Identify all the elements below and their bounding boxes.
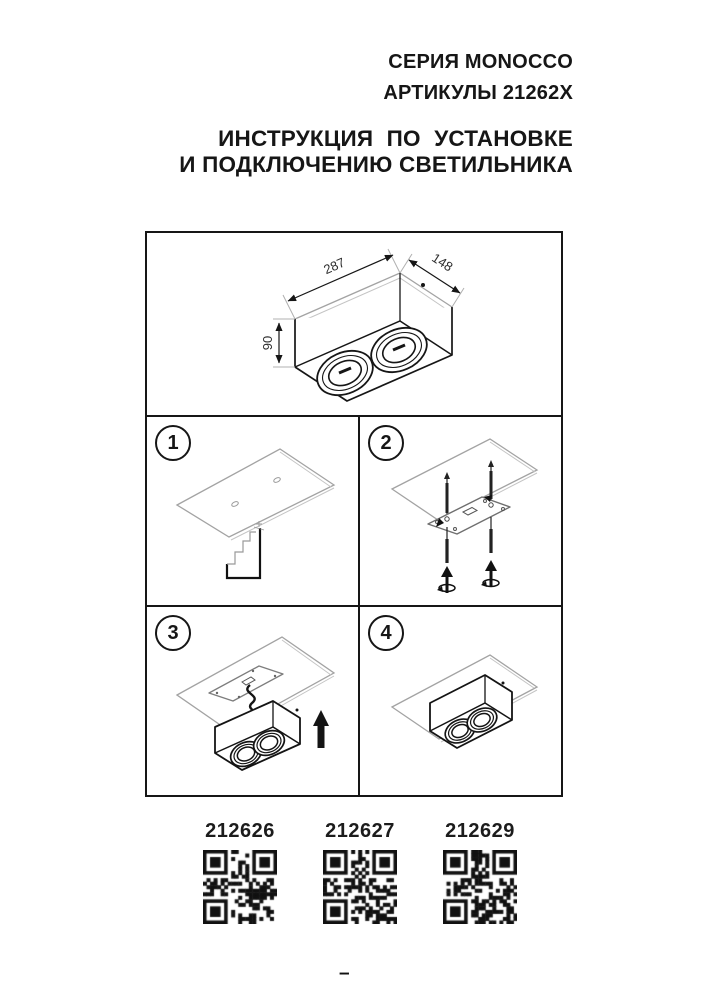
dimension-height-label: 90 xyxy=(260,335,275,351)
instruction-title-line2: И ПОДКЛЮЧЕНИЮ СВЕТИЛЬНИКА xyxy=(179,152,573,177)
dimension-width-label: 148 xyxy=(429,250,456,275)
instruction-panel xyxy=(145,231,563,797)
step-2-panel xyxy=(360,417,561,607)
qr-row xyxy=(180,820,540,929)
step-1-badge xyxy=(155,425,191,461)
up-arrow-icon xyxy=(485,560,497,571)
qr-item xyxy=(300,820,420,929)
step-1-number: 1 xyxy=(167,431,179,454)
step-4-badge xyxy=(368,615,404,651)
series-title: СЕРИЯ MONOCCO xyxy=(388,51,573,73)
qr-label: 212627 xyxy=(325,820,395,842)
dimension-length-label: 287 xyxy=(321,254,348,278)
header-block xyxy=(383,47,573,109)
dimension-height xyxy=(260,319,295,367)
steps-grid xyxy=(147,417,561,795)
step-4-panel xyxy=(360,607,561,795)
instruction-title xyxy=(179,126,573,178)
step-2-badge xyxy=(368,425,404,461)
product-dimension-diagram xyxy=(147,233,561,417)
instruction-title-line1: ИНСТРУКЦИЯ ПО УСТАНОВКЕ xyxy=(218,126,573,151)
qr-item xyxy=(420,820,540,929)
fixture-isometric-drawing xyxy=(147,233,561,415)
qr-code-image xyxy=(203,850,277,924)
step-3-badge xyxy=(155,615,191,651)
up-arrow-icon xyxy=(441,566,453,577)
fixture-screw-dot xyxy=(421,283,425,287)
qr-code-image xyxy=(323,850,397,924)
articles-subtitle: АРТИКУЛЫ 21262X xyxy=(383,82,573,104)
lift-arrow-icon xyxy=(313,710,329,748)
step-3-panel xyxy=(147,607,360,795)
qr-label: 212626 xyxy=(205,820,275,842)
qr-code-image xyxy=(443,850,517,924)
qr-item xyxy=(180,820,300,929)
step-2-number: 2 xyxy=(380,431,392,454)
step-3-number: 3 xyxy=(167,621,179,644)
dimension-length xyxy=(283,249,400,319)
step-1-panel xyxy=(147,417,360,607)
page-fold-mark: – xyxy=(339,963,350,984)
qr-label: 212629 xyxy=(445,820,515,842)
ceiling-drawing xyxy=(177,449,334,540)
step-4-number: 4 xyxy=(380,621,392,644)
